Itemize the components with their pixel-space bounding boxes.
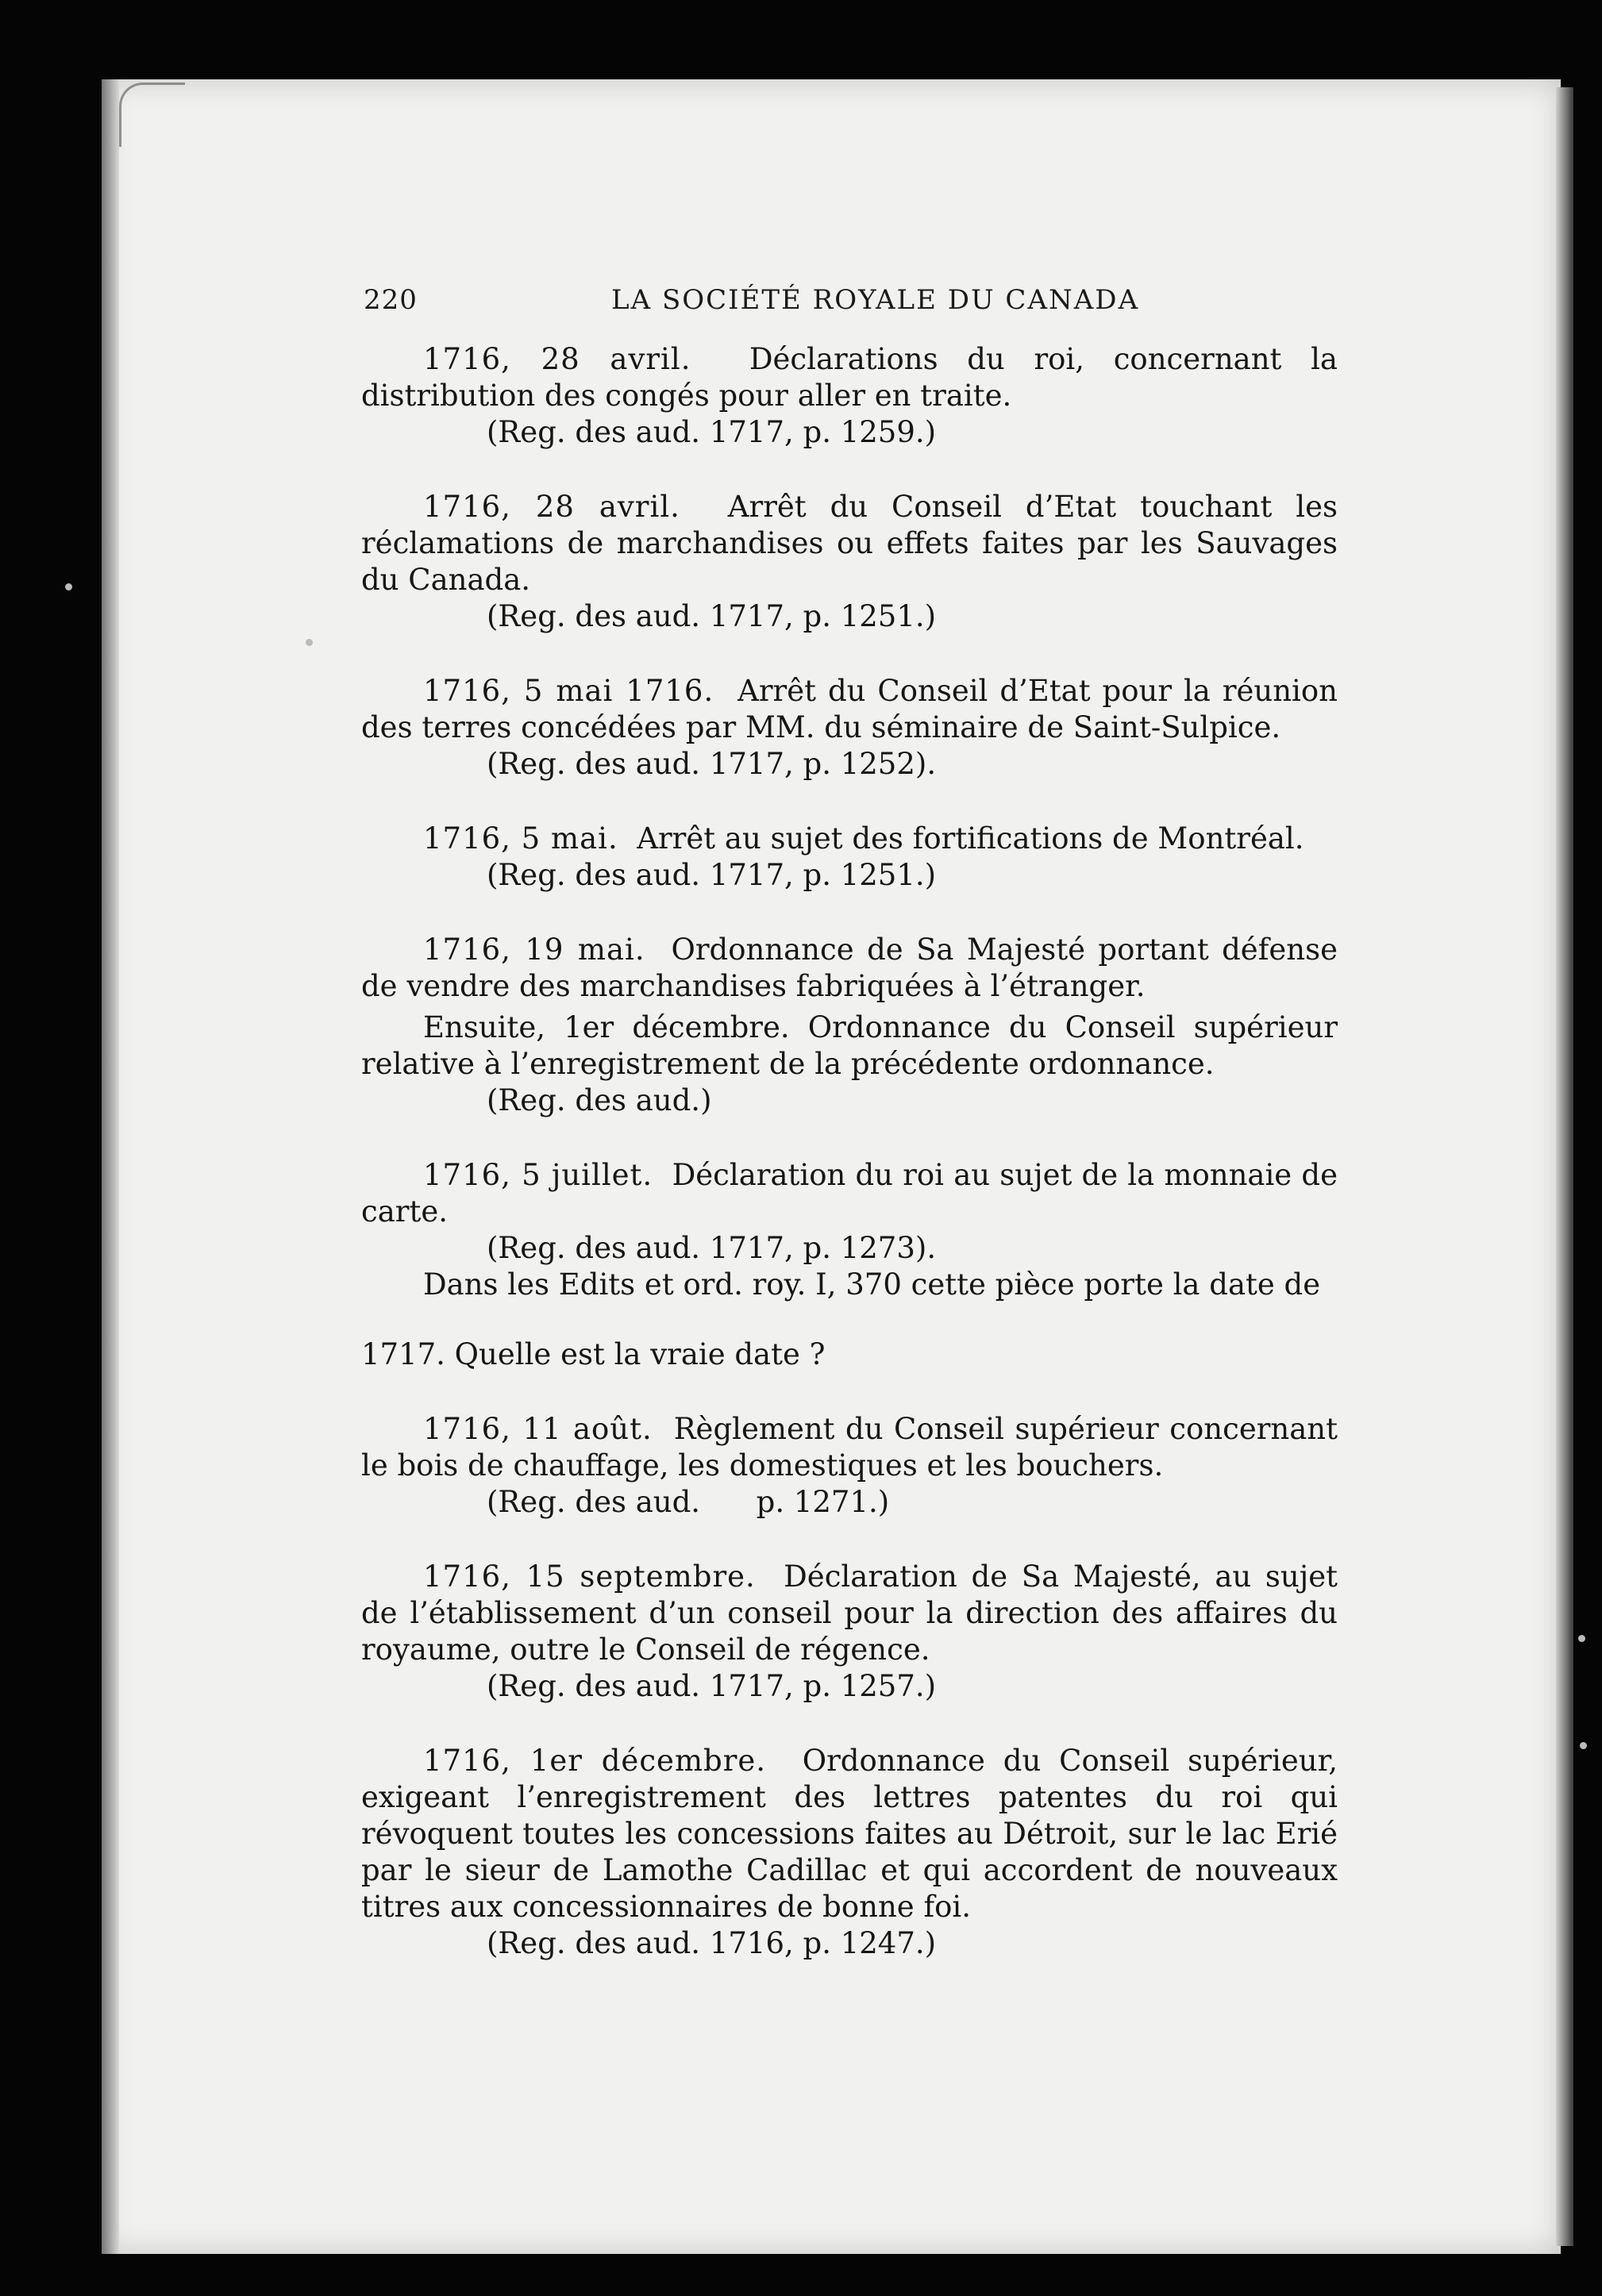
entry bbox=[361, 341, 1338, 451]
entry bbox=[361, 932, 1338, 1119]
page-right-edge bbox=[1556, 87, 1573, 2246]
entry-text: Ordonnance du Conseil supérieur, exigeant l’enregistrement des lettres patentes du roi qui révoquent toutes les concessions faites au Détroit, sur le lac Erié par le sieur de Lamothe Cadillac et qui accordent de nouveaux titres aux concessionnaires de bonne foi. bbox=[361, 1744, 1338, 1924]
entry bbox=[361, 1559, 1338, 1705]
entry-paragraph bbox=[361, 932, 1338, 1005]
entry-date: 1716, 28 avril. bbox=[423, 490, 680, 524]
entry-paragraph bbox=[361, 1559, 1338, 1668]
entry-text: Déclaration de Sa Majesté, au sujet de l’établissement d’un conseil pour la direction des affaires du royaume, outre le Conseil de régence. bbox=[361, 1560, 1338, 1667]
page-left-edge bbox=[102, 79, 119, 2254]
entry-date: 1716, 5 juillet. bbox=[423, 1158, 653, 1192]
entry-reference: (Reg. des aud. p. 1271.) bbox=[487, 1485, 890, 1519]
entry-date: 1716, 28 avril. bbox=[423, 342, 691, 376]
entry-reference: (Reg. des aud. 1717, p. 1273). bbox=[487, 1231, 937, 1265]
entry-note-end: 1717. Quelle est la vraie date ? bbox=[361, 1337, 826, 1371]
entry-reference: (Reg. des aud.) bbox=[487, 1083, 712, 1117]
entry-paragraph bbox=[361, 673, 1338, 746]
entry bbox=[361, 1157, 1338, 1373]
scan-speck bbox=[306, 639, 313, 646]
scan-speck bbox=[65, 583, 72, 590]
entry-paragraph bbox=[361, 1743, 1338, 1925]
scan-speck bbox=[1580, 1742, 1587, 1749]
entry-date: 1716, 15 septembre. bbox=[423, 1560, 756, 1594]
scan-speck bbox=[1578, 1635, 1585, 1642]
page-corner-fold bbox=[119, 83, 185, 147]
entry-text: Arrêt au sujet des fortifications de Montréal. bbox=[637, 821, 1304, 856]
entry-text: Déclarations du roi, concernant la distribution des congés pour aller en traite. bbox=[361, 342, 1338, 413]
entry bbox=[361, 1743, 1338, 1962]
entry-paragraph bbox=[361, 1157, 1338, 1230]
entry-continuation: Ensuite, 1er décembre. Ordonnance du Conseil supérieur relative à l’enregistrement de la précédente ordonnance. bbox=[361, 1010, 1338, 1081]
entry-text: Arrêt du Conseil d’Etat touchant les réclamations de marchandises ou effets faites par les Sauvages du Canada. bbox=[361, 490, 1338, 597]
entry-date: 1716, 11 août. bbox=[423, 1412, 653, 1446]
document-body bbox=[361, 341, 1338, 2000]
entry-reference: (Reg. des aud. 1717, p. 1251.) bbox=[487, 599, 937, 633]
entry-reference: (Reg. des aud. 1717, p. 1257.) bbox=[487, 1669, 937, 1703]
entry-text: Déclaration du roi au sujet de la monnaie de carte. bbox=[361, 1158, 1338, 1229]
entry-note: Dans les Edits et ord. roy. I, 370 cette pièce porte la date de bbox=[423, 1267, 1321, 1302]
entry-text: Règlement du Conseil supérieur concernant le bois de chauffage, les domestiques et les bouchers. bbox=[361, 1412, 1338, 1483]
entry-reference: (Reg. des aud. 1717, p. 1259.) bbox=[487, 415, 937, 449]
entry bbox=[361, 489, 1338, 635]
entry-paragraph bbox=[361, 489, 1338, 598]
entry-date: 1716, 5 mai 1716. bbox=[423, 674, 714, 708]
entry-paragraph bbox=[361, 1411, 1338, 1484]
running-title: LA SOCIÉTÉ ROYALE DU CANADA bbox=[611, 284, 1140, 316]
entry-text: Arrêt du Conseil d’Etat pour la réunion des terres concédées par MM. du séminaire de Saint-Sulpice. bbox=[361, 674, 1338, 744]
entry-text: Ordonnance de Sa Majesté portant défense de vendre des marchandises fabriquées à l’étranger. bbox=[361, 933, 1338, 1003]
entry-reference: (Reg. des aud. 1716, p. 1247.) bbox=[487, 1926, 937, 1960]
entry-reference: (Reg. des aud. 1717, p. 1251.) bbox=[487, 858, 937, 892]
entry-date: 1716, 19 mai. bbox=[423, 933, 645, 967]
entry-paragraph bbox=[361, 821, 1338, 857]
entry-date: 1716, 5 mai. bbox=[423, 821, 618, 856]
page-number: 220 bbox=[364, 284, 418, 316]
entry bbox=[361, 1411, 1338, 1521]
entry bbox=[361, 673, 1338, 783]
entry-date: 1716, 1er décembre. bbox=[423, 1744, 767, 1778]
entry-paragraph bbox=[361, 341, 1338, 414]
entry-reference: (Reg. des aud. 1717, p. 1252). bbox=[487, 747, 937, 781]
entry bbox=[361, 821, 1338, 894]
